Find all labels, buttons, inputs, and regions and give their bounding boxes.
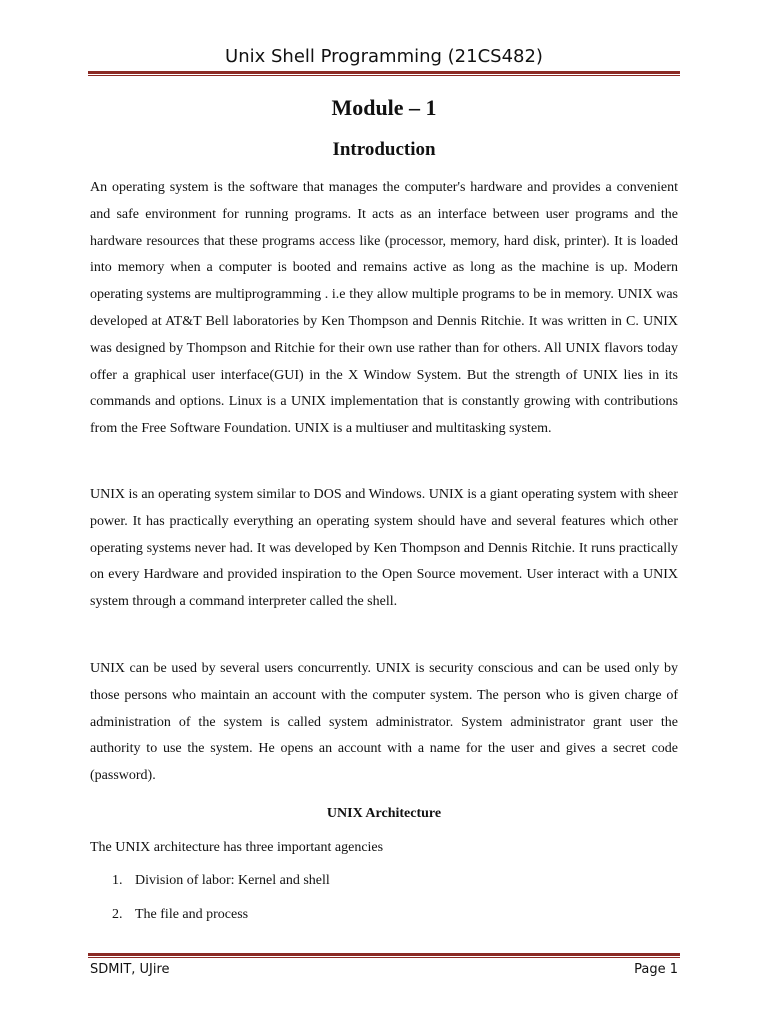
architecture-intro-line: The UNIX architecture has three important agencies — [90, 840, 384, 855]
list-item-number: 2. — [112, 907, 123, 922]
paragraph-2: UNIX is an operating system similar to DOS and Windows. UNIX is a giant operating system with sheer power. It has practically everything an operating system should have and several features which other operating systems never had. It was developed by Ken Thompson and Dennis Ritchie. It runs practically on every Hardware and provided inspiration to the Open Source movement. User interact with a UNIX system through a command interpreter called the shell. — [90, 487, 678, 610]
list-item-text: The file and process — [135, 907, 249, 922]
list-item — [112, 873, 330, 907]
list-item-text: Division of labor: Kernel and shell — [135, 873, 330, 888]
page-header-title: Unix Shell Programming (21CS482) — [225, 46, 543, 67]
paragraph-3: UNIX can be used by several users concurrently. UNIX is security conscious and can be used only by those persons who maintain an account with the computer system. The person who is given charge of administration of the system is called system administrator. System administrator grant user the authority to use the system. He opens an account with a name for the user and gives a secret code (password). — [90, 661, 678, 784]
module-title: Module – 1 — [331, 95, 437, 120]
footer-page-number: Page 1 — [634, 962, 678, 977]
list-item-number: 1. — [112, 873, 123, 888]
footer-institution: SDMIT, UJire — [90, 962, 170, 977]
sub-heading-unix-architecture: UNIX Architecture — [326, 806, 442, 821]
agency-list — [112, 873, 330, 941]
list-item — [112, 907, 330, 941]
footer-divider — [88, 953, 680, 958]
header-divider — [88, 71, 680, 76]
section-title: Introduction — [332, 139, 436, 160]
paragraph-1: An operating system is the software that manages the computer's hardware and provides a convenient and safe environment for running programs. It acts as an interface between user programs and the hardware resources that these programs access like (processor, memory, hard disk, printer). It is loaded into memory when a computer is booted and remains active as long as the machine is up. Modern operating systems are multiprogramming . i.e they allow multiple programs to be in memory. UNIX was developed at AT&T Bell laboratories by Ken Thompson and Dennis Ritchie. It was written in C. UNIX was designed by Thompson and Ritchie for their own use rather than for others. All UNIX flavors today offer a graphical user interface(GUI) in the X Window System. But the strength of UNIX lies in its commands and options. Linux is a UNIX implementation that is constantly growing with contributions from the Free Software Foundation. UNIX is a multiuser and multitasking system. — [90, 180, 678, 437]
